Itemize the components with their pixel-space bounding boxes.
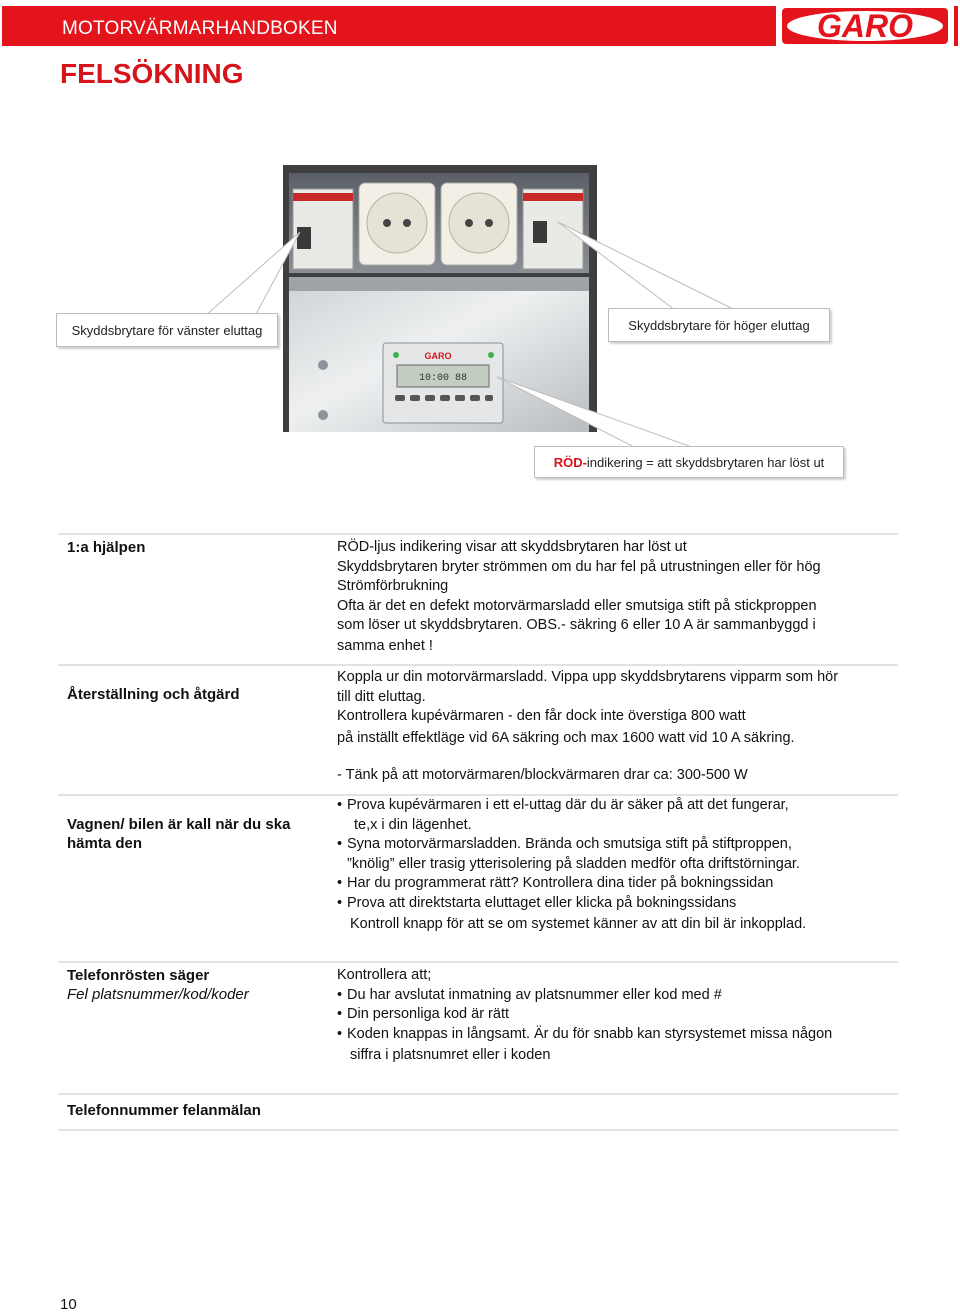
- reset-text: Koppla ur din motorvärmarsladd. Vippa upp skyddsbrytarens vipparm som hör till ditt eluttag. Kontrollera kupévärmaren - den får dock inte överstiga 800 watt på inställt effektläge vid 6A säkring och max 1600 watt vid 10 A säkring. - Tänk på att motorvärmaren/blockvärmaren drar ca: 300-500 W: [337, 669, 839, 783]
- list-item: • Prova kupévärmaren i ett el-uttag där du är säker på att det fungerar,: [337, 796, 897, 816]
- handbook-title: MOTORVÄRMARHANDBOKEN: [62, 18, 338, 39]
- list-item: • Din personliga kod är rätt: [337, 1005, 897, 1025]
- list-item-continuation: ”knölig” eller trasig ytterisolering på sladden medför ofta driftstörningar.: [347, 855, 800, 872]
- garo-logo: [776, 6, 954, 46]
- phone-voice-text: Kontrollera att; • Du har avslutat inmatning av platsnummer eller kod med # • Din personliga kod är rätt • Koden knappas in långsamt. Är du för snabb kan styrsystemet missa någon siffra i platsnumret eller i koden: [337, 966, 897, 1066]
- callout-red-text: indikering = att skyddsbrytaren har löst ut: [586, 454, 825, 470]
- list-item-continuation: siffra i platsnumret eller i koden: [350, 1047, 551, 1063]
- header-bar: [2, 6, 958, 46]
- svg-text:GARO: GARO: [817, 8, 913, 44]
- garo-logo-icon: [780, 6, 950, 46]
- phone-voice-label: Telefonrösten säger: [67, 967, 210, 984]
- list-item: • Prova att direktstarta eluttaget eller klicka på bokningssidans: [337, 894, 897, 914]
- fault-phone-label: Telefonnummer felanmälan: [67, 1102, 261, 1119]
- svg-text:GARO: GARO: [424, 351, 452, 361]
- page-number: 10: [60, 1296, 77, 1313]
- first-aid-text: RÖD-ljus indikering visar att skyddsbrytaren har löst ut Skyddsbrytaren bryter strömmen om du har fel på utrustningen eller för hög Strömförbrukning Ofta är det en defekt motorvärmarsladd eller smutsiga stift på stickproppen som löser ut skyddsbrytaren. OBS.- säkring 6 eller 10 A är sammanbyggd i samma enhet !: [337, 539, 821, 654]
- divider: [58, 533, 898, 535]
- callout-red-indicator: [534, 446, 844, 478]
- callout-red-word: RÖD-: [553, 454, 587, 470]
- callout-right-text: Skyddsbrytare för höger eluttag: [628, 317, 810, 333]
- first-aid-label: 1:a hjälpen: [67, 539, 146, 556]
- list-item-continuation: Kontroll knapp för att se om systemet känner av att din bil är inkopplad.: [350, 916, 807, 932]
- phone-voice-sublabel: Fel platsnummer/kod/koder: [67, 986, 249, 1003]
- callout-left-breaker: [56, 313, 278, 347]
- divider: [58, 664, 898, 666]
- cold-car-label: Vagnen/ bilen är kall när du ska hämta den: [67, 816, 291, 852]
- socket-unit-photo: [283, 165, 597, 432]
- list-item-continuation: te,x i din lägenhet.: [354, 816, 472, 833]
- list-item: • Du har avslutat inmatning av platsnummer eller kod med #: [337, 986, 897, 1006]
- divider: [58, 1129, 898, 1131]
- callout-left-text: Skyddsbrytare för vänster eluttag: [71, 322, 263, 338]
- list-item: • Har du programmerat rätt? Kontrollera dina tider på bokningssidan: [337, 874, 897, 894]
- page-title: FELSÖKNING: [60, 58, 244, 89]
- divider: [58, 961, 898, 963]
- divider: [58, 1093, 898, 1095]
- list-item: • Syna motorvärmarsladden. Brända och smutsiga stift på stiftproppen,: [337, 835, 897, 855]
- svg-text:10:00 88: 10:00 88: [418, 373, 468, 384]
- callout-right-breaker: [608, 308, 830, 342]
- reset-label: Återställning och åtgärd: [67, 686, 240, 703]
- list-item: • Koden knappas in långsamt. Är du för snabb kan styrsystemet missa någon: [337, 1025, 897, 1045]
- cold-car-text: [337, 796, 897, 935]
